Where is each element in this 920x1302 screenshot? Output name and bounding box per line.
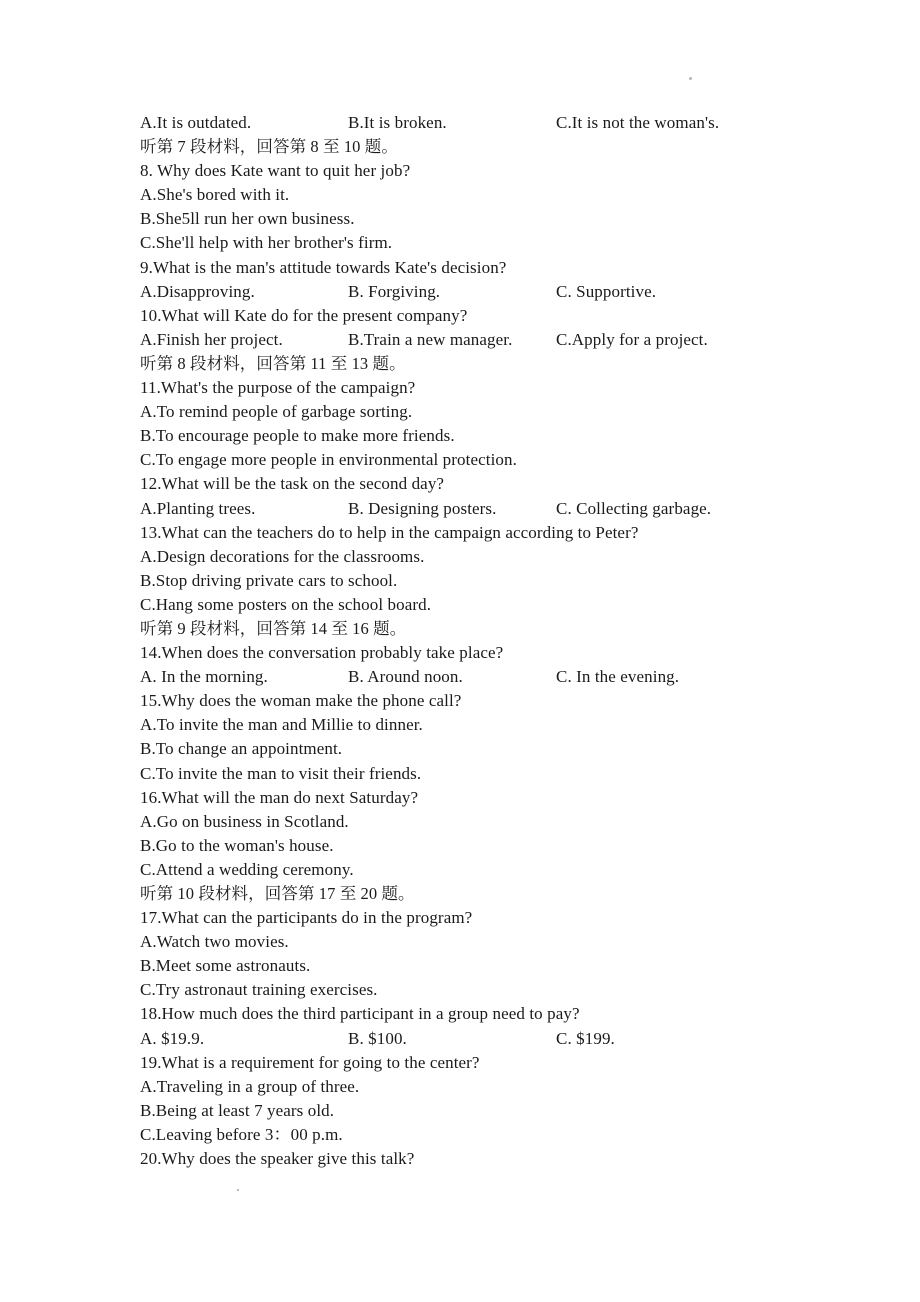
option-line: A.To invite the man and Millie to dinner. <box>140 715 423 735</box>
option-cell: B. Designing posters. <box>348 498 497 518</box>
option-row <box>140 280 880 304</box>
question-list <box>140 111 880 1171</box>
section-header-cn: 听第 10 段材料，回答第 17 至 20 题。 <box>140 884 415 903</box>
question-line: 9.What is the man's attitude towards Kate's decision? <box>140 257 507 277</box>
option-cell: B. Around noon. <box>348 667 463 687</box>
option-row <box>140 497 880 521</box>
option-cell: A.Disapproving. <box>140 281 255 301</box>
option-line: B.Meet some astronauts. <box>140 956 311 976</box>
option-cell: C. Collecting garbage. <box>556 498 712 518</box>
option-line: A.To remind people of garbage sorting. <box>140 402 413 422</box>
option-row <box>140 328 880 352</box>
option-line: A.Traveling in a group of three. <box>140 1076 360 1096</box>
option-line: C.Try astronaut training exercises. <box>140 980 378 1000</box>
option-line: C.To engage more people in environmental protection. <box>140 450 517 470</box>
option-line: A.She's bored with it. <box>140 185 290 205</box>
option-cell: B. $100. <box>348 1028 407 1048</box>
option-cell: B. Forgiving. <box>348 281 441 301</box>
option-line: B.Being at least 7 years old. <box>140 1100 335 1120</box>
question-line: 14.When does the conversation probably take place? <box>140 643 504 663</box>
option-line: B.To encourage people to make more friends. <box>140 426 455 446</box>
scan-artifact-dot <box>689 77 692 80</box>
option-line: C.Hang some posters on the school board. <box>140 594 432 614</box>
option-cell: B.It is broken. <box>348 113 447 132</box>
scan-artifact-dot <box>237 1189 239 1191</box>
option-row <box>140 1027 880 1051</box>
question-line: 19.What is a requirement for going to the center? <box>140 1052 480 1072</box>
option-line: B.She5ll run her own business. <box>140 209 355 229</box>
option-cell: A.Planting trees. <box>140 498 256 518</box>
option-line: C.To invite the man to visit their friends. <box>140 763 422 783</box>
option-cell: C. In the evening. <box>556 667 680 687</box>
option-row <box>140 665 880 689</box>
question-line: 10.What will Kate do for the present company? <box>140 305 468 325</box>
question-line: 8. Why does Kate want to quit her job? <box>140 161 411 181</box>
question-line: 18.How much does the third participant in a group need to pay? <box>140 1004 580 1024</box>
section-header-cn: 听第 8 段材料，回答第 11 至 13 题。 <box>140 353 406 373</box>
option-cell: B.Train a new manager. <box>348 329 513 349</box>
option-cell: A. In the morning. <box>140 667 268 687</box>
option-line: A.Watch two movies. <box>140 932 289 952</box>
question-line: 15.Why does the woman make the phone call? <box>140 691 462 711</box>
option-line: B.Go to the woman's house. <box>140 835 334 855</box>
option-cell: A. $19.9. <box>140 1028 205 1048</box>
option-cell: C. Supportive. <box>556 281 657 301</box>
question-line: 12.What will be the task on the second day? <box>140 474 445 494</box>
section-header-cn: 听第 9 段材料，回答第 14 至 16 题。 <box>140 618 407 638</box>
question-line: 17.What can the participants do in the program? <box>140 908 473 928</box>
option-line: C.Attend a wedding ceremony. <box>140 859 354 879</box>
question-line: 13.What can the teachers do to help in the campaign according to Peter? <box>140 522 639 542</box>
option-cell: C. $199. <box>556 1028 615 1048</box>
option-line: A.Design decorations for the classrooms. <box>140 546 425 566</box>
question-line: 11.What's the purpose of the campaign? <box>140 378 416 398</box>
option-cell: C.Apply for a project. <box>556 329 708 349</box>
option-row <box>140 111 880 135</box>
option-cell: A.Finish her project. <box>140 329 283 349</box>
option-line: C.Leaving before 3：00 p.m. <box>140 1124 343 1144</box>
section-header-cn: 听第 7 段材料，回答第 8 至 10 题。 <box>140 137 398 157</box>
option-cell: C.It is not the woman's. <box>556 113 720 132</box>
option-line: B.Stop driving private cars to school. <box>140 570 398 590</box>
option-line: A.Go on business in Scotland. <box>140 811 349 831</box>
option-cell: A.It is outdated. <box>140 113 252 132</box>
option-line: C.She'll help with her brother's firm. <box>140 233 393 253</box>
option-line: B.To change an appointment. <box>140 739 343 759</box>
question-line: 16.What will the man do next Saturday? <box>140 787 419 807</box>
question-line: 20.Why does the speaker give this talk? <box>140 1149 415 1169</box>
